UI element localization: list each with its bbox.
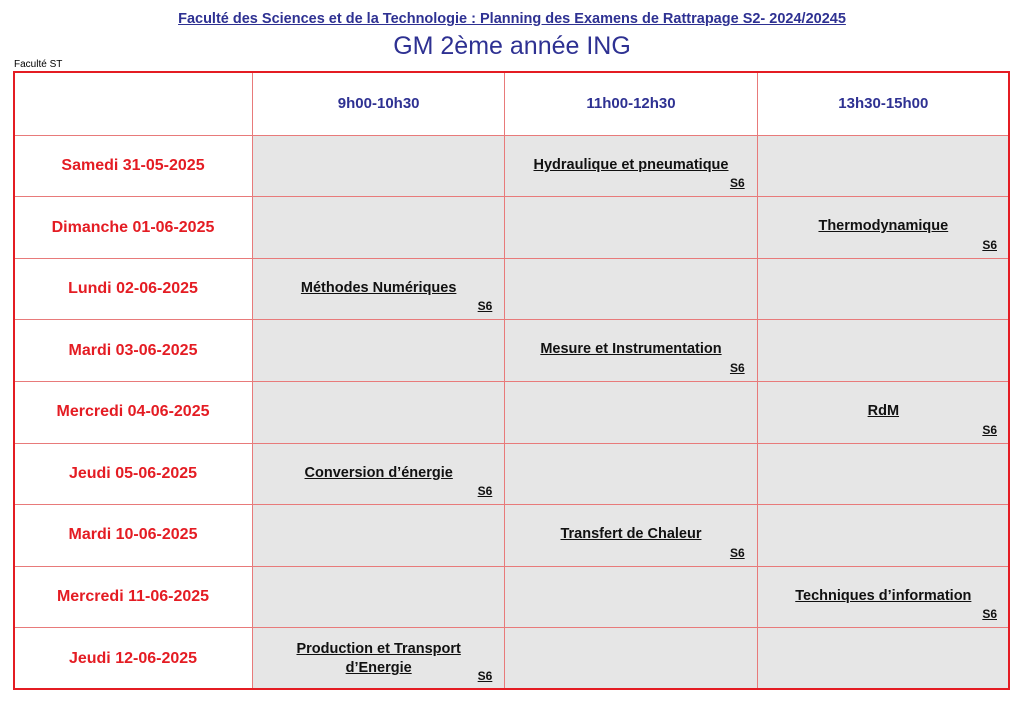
slot-cell <box>505 197 757 259</box>
faculty-label: Faculté ST <box>14 59 63 70</box>
day-cell: Lundi 02-06-2025 <box>14 258 253 320</box>
exam-entry <box>253 259 504 320</box>
slot-cell <box>253 505 505 567</box>
slot-cell <box>505 381 757 443</box>
day-cell: Samedi 31-05-2025 <box>14 135 253 197</box>
slot-cell <box>505 258 757 320</box>
schedule-row <box>14 566 1010 628</box>
slot-cell <box>505 505 757 567</box>
exam-entry <box>253 444 504 505</box>
slot-cell <box>757 320 1009 382</box>
day-cell: Mercredi 11-06-2025 <box>14 566 253 628</box>
exam-subject: Mesure et Instrumentation <box>540 341 722 358</box>
slot-header: 9h00-10h30 <box>253 72 505 136</box>
day-cell: Mercredi 04-06-2025 <box>14 381 253 443</box>
slot-header: 11h00-12h30 <box>505 72 757 136</box>
slot-cell <box>757 628 1009 690</box>
slot-cell <box>505 566 757 628</box>
slot-cell <box>757 443 1009 505</box>
exam-semester: S6 <box>982 422 997 437</box>
exam-entry <box>758 567 1009 628</box>
slot-cell <box>757 566 1009 628</box>
exam-semester: S6 <box>477 669 493 683</box>
exam-entry <box>505 136 756 197</box>
slot-cell <box>757 135 1009 197</box>
slot-cell <box>757 381 1009 443</box>
schedule-row <box>14 258 1010 320</box>
exam-subject: Production et Transport d’Energie <box>296 641 461 677</box>
slot-cell <box>253 566 505 628</box>
corner-cell <box>14 72 253 136</box>
slot-cell <box>505 135 757 197</box>
exam-subject: Méthodes Numériques <box>300 279 457 296</box>
header-row <box>14 72 1010 136</box>
exam-entry <box>253 628 504 689</box>
slot-header: 13h30-15h00 <box>757 72 1009 136</box>
slot-cell <box>253 443 505 505</box>
exam-subject: Transfert de Chaleur <box>560 526 702 543</box>
document-title: Faculté des Sciences et de la Technologie : Planning des Examens de Rattrapage S2- 2024/20245 <box>178 11 846 27</box>
slot-cell <box>757 197 1009 259</box>
schedule-row <box>14 443 1010 505</box>
exam-entry <box>758 197 1009 258</box>
exam-entry <box>758 382 1009 443</box>
day-cell: Mardi 10-06-2025 <box>14 505 253 567</box>
exam-entry <box>505 505 756 566</box>
slot-cell <box>505 628 757 690</box>
exam-semester: S6 <box>477 484 493 499</box>
exam-subject: RdM <box>867 402 900 419</box>
exam-semester: S6 <box>729 360 745 375</box>
slot-cell <box>253 381 505 443</box>
exam-subject: Conversion d’énergie <box>304 464 453 481</box>
exam-semester: S6 <box>729 545 745 560</box>
exam-subject: Techniques d’information <box>795 587 972 604</box>
class-title: GM 2ème année ING <box>393 32 631 60</box>
slot-cell <box>757 258 1009 320</box>
slot-cell <box>505 320 757 382</box>
slot-cell <box>253 258 505 320</box>
slot-cell <box>253 135 505 197</box>
exam-entry <box>505 320 756 381</box>
day-cell: Jeudi 12-06-2025 <box>14 628 253 690</box>
slot-cell <box>253 628 505 690</box>
slot-cell <box>757 505 1009 567</box>
exam-semester: S6 <box>729 176 745 191</box>
schedule-row <box>14 505 1010 567</box>
exam-semester: S6 <box>982 237 997 252</box>
slot-cell <box>505 443 757 505</box>
exam-semester: S6 <box>477 299 493 314</box>
schedule-row <box>14 197 1010 259</box>
slot-cell <box>253 320 505 382</box>
schedule-row <box>14 320 1010 382</box>
day-cell: Dimanche 01-06-2025 <box>14 197 253 259</box>
day-cell: Mardi 03-06-2025 <box>14 320 253 382</box>
schedule-row <box>14 628 1010 690</box>
slot-cell <box>253 197 505 259</box>
exam-schedule-table <box>13 71 1010 690</box>
schedule-row <box>14 135 1010 197</box>
day-cell: Jeudi 05-06-2025 <box>14 443 253 505</box>
schedule-row <box>14 381 1010 443</box>
exam-semester: S6 <box>982 607 997 622</box>
exam-subject: Thermodynamique <box>818 218 949 235</box>
exam-subject: Hydraulique et pneumatique <box>533 156 729 173</box>
